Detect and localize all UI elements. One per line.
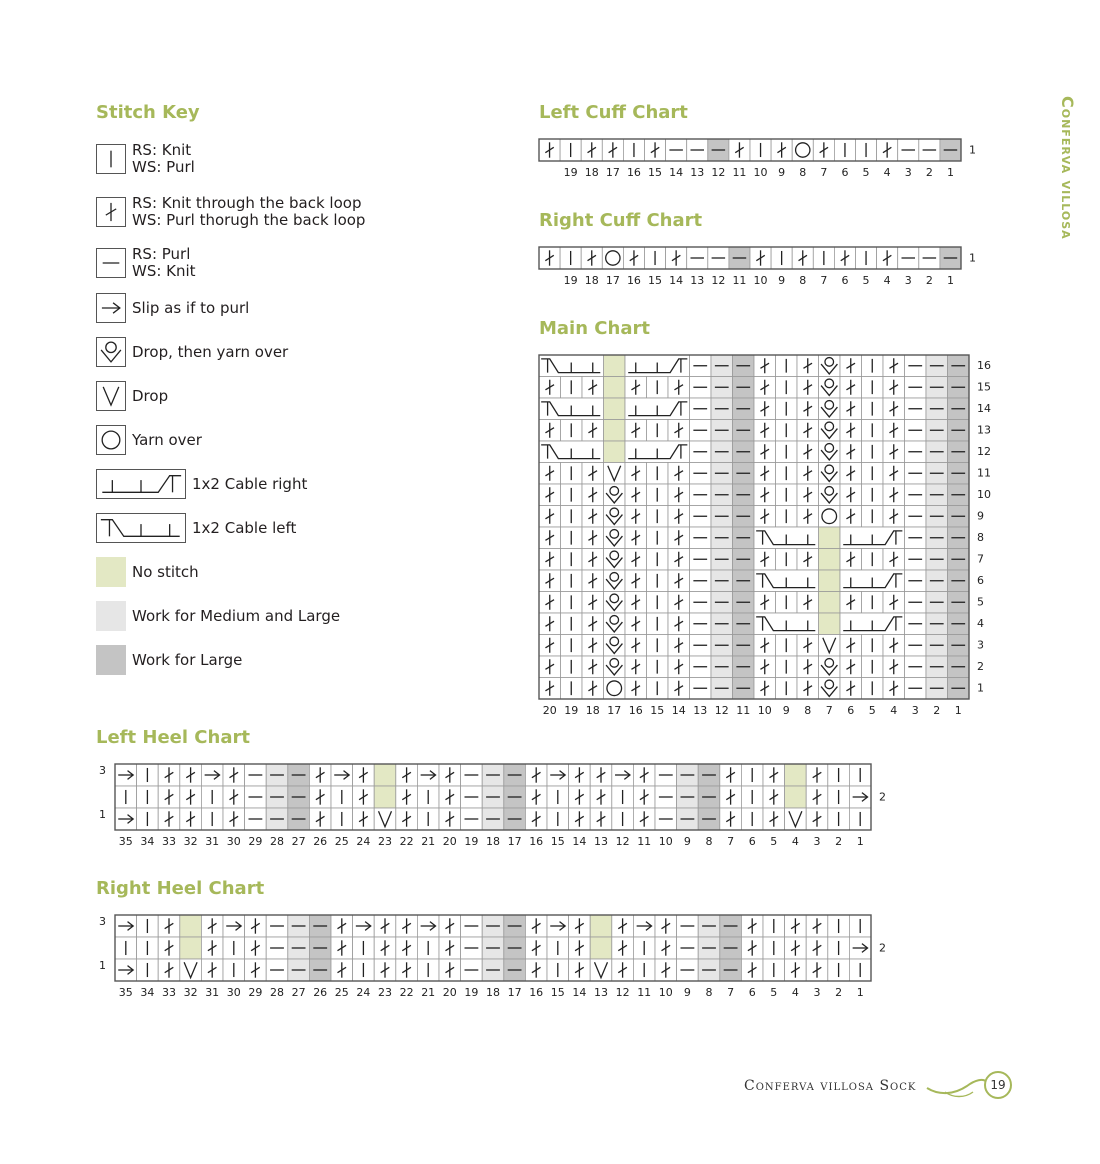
footer-title-text: Conferva villosa Sock xyxy=(744,1078,917,1094)
column-number: 15 xyxy=(648,166,663,179)
stitch-key-label xyxy=(132,608,340,625)
row-number: 1 xyxy=(99,807,106,821)
main-chart-title: Main Chart xyxy=(539,318,650,339)
chart-cell xyxy=(785,764,807,786)
column-number: 1 xyxy=(946,274,954,287)
column-number: 20 xyxy=(442,986,457,999)
column-number: 15 xyxy=(650,704,665,717)
stitch-key-label xyxy=(132,432,202,449)
column-number: 4 xyxy=(883,166,891,179)
chart-cell xyxy=(590,915,612,937)
row-number: 15 xyxy=(977,380,991,394)
row-number: 1 xyxy=(969,143,976,157)
side-title xyxy=(1058,96,1077,240)
chart-cell xyxy=(604,355,626,377)
medium-large-swatch xyxy=(96,601,126,631)
column-number: 26 xyxy=(313,986,328,999)
column-number: 1 xyxy=(946,166,954,179)
cable-right-symbol xyxy=(102,476,181,493)
stitch-key-label xyxy=(132,388,168,405)
row-number: 10 xyxy=(977,487,991,501)
column-number: 6 xyxy=(847,704,855,717)
column-number: 3 xyxy=(911,704,919,717)
chart-row xyxy=(539,398,991,420)
column-number: 31 xyxy=(205,986,220,999)
column-number: 32 xyxy=(183,986,198,999)
column-number: 5 xyxy=(770,835,778,848)
column-number: 23 xyxy=(378,986,392,999)
column-number: 12 xyxy=(615,986,630,999)
column-number: 3 xyxy=(813,986,821,999)
column-number: 27 xyxy=(291,986,306,999)
column-number: 17 xyxy=(507,835,522,848)
stitch-key-item-large xyxy=(96,645,242,675)
stitch-key-item-cable-left xyxy=(96,513,296,543)
column-number: 34 xyxy=(140,986,155,999)
chart-cell xyxy=(819,549,841,571)
chart-row xyxy=(115,786,886,808)
column-number: 21 xyxy=(421,986,436,999)
column-number: 13 xyxy=(594,986,608,999)
stitch-key-item-cable-right xyxy=(96,469,307,499)
row-number: 6 xyxy=(977,573,984,587)
column-number: 19 xyxy=(564,704,579,717)
chart-cell xyxy=(819,613,841,635)
row-number: 1 xyxy=(99,958,106,972)
column-number: 14 xyxy=(669,274,684,287)
column-number: 10 xyxy=(753,166,768,179)
footer-title xyxy=(744,1078,916,1094)
column-number: 2 xyxy=(933,704,941,717)
stitch-key-line: RS: Knit xyxy=(132,141,192,159)
column-number: 6 xyxy=(841,274,849,287)
stitch-key-label xyxy=(132,195,365,229)
column-number: 5 xyxy=(862,274,870,287)
stitch-key-line: RS: Purl xyxy=(132,245,191,263)
right-cuff-chart xyxy=(519,247,981,291)
yo-swatch xyxy=(96,425,126,455)
column-number: 7 xyxy=(727,835,735,848)
column-number: 21 xyxy=(421,835,436,848)
chart-cell xyxy=(604,441,626,463)
chart-row xyxy=(99,959,871,981)
chart-cell xyxy=(374,764,396,786)
stitch-key-item-knit xyxy=(96,142,195,176)
stitch-key-label xyxy=(132,142,195,176)
column-number: 7 xyxy=(727,986,735,999)
column-number: 17 xyxy=(605,166,620,179)
column-number: 20 xyxy=(442,835,457,848)
column-number: 19 xyxy=(464,986,479,999)
side-title-text: Conferva villosa xyxy=(1058,96,1077,240)
chart-row xyxy=(539,635,984,657)
chart-row xyxy=(539,247,976,269)
stitch-key-line: Drop xyxy=(132,386,169,405)
column-number: 12 xyxy=(714,704,729,717)
column-number: 19 xyxy=(563,166,578,179)
column-number: 1 xyxy=(856,986,864,999)
stitch-key-label xyxy=(192,476,307,493)
column-number: 3 xyxy=(813,835,821,848)
column-number: 14 xyxy=(572,835,587,848)
stitch-key-item-medium-large xyxy=(96,601,340,631)
column-number: 30 xyxy=(226,986,241,999)
column-number: 11 xyxy=(736,704,751,717)
column-number: 8 xyxy=(705,986,713,999)
column-number: 25 xyxy=(334,835,349,848)
chart-row xyxy=(539,506,984,528)
column-number: 19 xyxy=(464,835,479,848)
column-number: 16 xyxy=(628,704,643,717)
column-number: 29 xyxy=(248,835,263,848)
left-heel-title: Left Heel Chart xyxy=(96,727,250,748)
column-number: 4 xyxy=(791,835,799,848)
column-number: 9 xyxy=(782,704,790,717)
column-number: 15 xyxy=(550,835,565,848)
column-number: 18 xyxy=(486,835,500,848)
column-number: 11 xyxy=(637,986,652,999)
column-number: 8 xyxy=(804,704,812,717)
column-number: 17 xyxy=(605,274,620,287)
column-number: 31 xyxy=(205,835,220,848)
stitch-key-line: No stitch xyxy=(132,562,199,581)
column-number: 25 xyxy=(334,986,349,999)
column-number: 4 xyxy=(890,704,898,717)
column-number: 6 xyxy=(748,986,756,999)
column-number: 10 xyxy=(658,986,673,999)
row-number: 3 xyxy=(99,763,106,777)
stitch-key-line: Drop, then yarn over xyxy=(132,342,289,361)
cable-left-symbol xyxy=(101,520,180,537)
column-number: 10 xyxy=(757,704,772,717)
column-number: 8 xyxy=(705,835,713,848)
column-number: 18 xyxy=(486,986,500,999)
column-number: 9 xyxy=(778,166,786,179)
stitch-key-item-ktbl xyxy=(96,195,365,229)
stitch-key-item-dropyo xyxy=(96,337,288,367)
chart-row xyxy=(539,656,984,678)
chart-row xyxy=(99,808,871,830)
stitch-key-label xyxy=(132,564,199,581)
chart-cell xyxy=(374,786,396,808)
chart-row xyxy=(539,484,991,506)
column-number: 35 xyxy=(118,986,133,999)
chart-row xyxy=(539,355,991,377)
left-cuff-chart xyxy=(519,139,981,183)
page-number: 19 xyxy=(984,1071,1012,1099)
column-number: 26 xyxy=(313,835,328,848)
stitch-key-title: Stitch Key xyxy=(96,102,200,123)
chart-cell xyxy=(180,937,202,959)
left-cuff-title: Left Cuff Chart xyxy=(539,102,688,123)
stitch-key-line: Slip as if to purl xyxy=(132,298,250,317)
column-number: 16 xyxy=(529,835,544,848)
row-number: 4 xyxy=(977,616,984,630)
stitch-key-label xyxy=(132,246,196,280)
column-number: 14 xyxy=(669,166,684,179)
stitch-key-line: WS: Purl thorugh the back loop xyxy=(132,211,366,229)
column-number: 6 xyxy=(748,835,756,848)
column-number: 16 xyxy=(626,274,641,287)
main-chart xyxy=(519,355,989,721)
stitch-key-line: Work for Medium and Large xyxy=(132,606,341,625)
column-number: 33 xyxy=(162,986,176,999)
column-number: 17 xyxy=(507,986,522,999)
drop-swatch xyxy=(96,381,126,411)
column-number: 35 xyxy=(118,835,133,848)
left-heel-chart xyxy=(95,764,891,852)
column-number: 12 xyxy=(615,835,630,848)
drop-yo-symbol xyxy=(106,342,116,352)
row-number: 2 xyxy=(977,659,984,673)
yarn-over-symbol xyxy=(102,431,120,449)
cable-left-swatch xyxy=(96,513,186,543)
column-number: 8 xyxy=(799,274,807,287)
slip-swatch xyxy=(96,293,126,323)
column-number: 7 xyxy=(820,166,828,179)
stitch-key-item-drop xyxy=(96,381,168,411)
row-number: 12 xyxy=(977,444,991,458)
swirl-ornament xyxy=(925,1068,985,1104)
column-number: 3 xyxy=(904,274,912,287)
chart-cell xyxy=(819,527,841,549)
column-number: 14 xyxy=(572,986,587,999)
row-number: 3 xyxy=(977,638,984,652)
chart-row xyxy=(539,377,991,399)
column-number: 24 xyxy=(356,835,371,848)
stitch-key-label xyxy=(132,652,242,669)
column-number: 22 xyxy=(399,986,414,999)
chart-cell xyxy=(819,592,841,614)
column-number: 5 xyxy=(868,704,876,717)
row-number: 13 xyxy=(977,423,991,437)
column-number: 10 xyxy=(753,274,768,287)
column-number: 6 xyxy=(841,166,849,179)
column-number: 12 xyxy=(711,166,726,179)
chart-row xyxy=(539,139,976,161)
column-number: 4 xyxy=(791,986,799,999)
row-number: 11 xyxy=(977,466,991,480)
chart-row xyxy=(539,549,984,571)
chart-cell xyxy=(604,398,626,420)
row-number: 5 xyxy=(977,595,984,609)
chart-cell xyxy=(180,915,202,937)
stitch-key-label xyxy=(132,300,249,317)
chart-cell xyxy=(785,786,807,808)
chart-row xyxy=(539,678,984,700)
no-stitch-swatch xyxy=(96,557,126,587)
column-number: 13 xyxy=(690,274,705,287)
chart-cell xyxy=(604,377,626,399)
cable-right-swatch xyxy=(96,469,186,499)
chart-row xyxy=(115,937,886,959)
row-number: 9 xyxy=(977,509,984,523)
stitch-key-line: WS: Purl xyxy=(132,158,195,176)
row-number: 2 xyxy=(879,790,886,804)
column-number: 7 xyxy=(825,704,833,717)
chart-row xyxy=(539,527,984,549)
column-number: 22 xyxy=(399,835,414,848)
chart-row xyxy=(539,463,991,485)
column-number: 18 xyxy=(585,704,600,717)
column-number: 15 xyxy=(550,986,565,999)
column-number: 2 xyxy=(835,986,843,999)
column-number: 28 xyxy=(270,986,284,999)
chart-row xyxy=(539,420,991,442)
row-number: 14 xyxy=(977,401,991,415)
column-number: 20 xyxy=(542,704,557,717)
column-number: 12 xyxy=(711,274,726,287)
stitch-key-line: WS: Knit xyxy=(132,262,196,280)
row-number: 1 xyxy=(969,251,976,265)
chart-row xyxy=(539,613,984,635)
column-number: 19 xyxy=(563,274,578,287)
chart-row xyxy=(99,915,871,937)
column-number: 1 xyxy=(954,704,962,717)
column-number: 18 xyxy=(584,166,599,179)
column-number: 11 xyxy=(732,166,747,179)
stitch-key-line: RS: Knit through the back loop xyxy=(132,194,362,212)
row-number: 3 xyxy=(99,914,106,928)
column-number: 2 xyxy=(925,166,933,179)
column-number: 8 xyxy=(799,166,807,179)
column-number: 7 xyxy=(820,274,828,287)
chart-row xyxy=(539,441,991,463)
column-number: 1 xyxy=(856,835,864,848)
column-number: 2 xyxy=(925,274,933,287)
column-number: 16 xyxy=(626,166,641,179)
column-number: 5 xyxy=(862,166,870,179)
column-number: 24 xyxy=(356,986,371,999)
column-number: 28 xyxy=(270,835,284,848)
column-number: 13 xyxy=(693,704,708,717)
column-number: 9 xyxy=(778,274,786,287)
stitch-key-item-slip xyxy=(96,293,249,323)
column-number: 2 xyxy=(835,835,843,848)
stitch-key-item-no-stitch xyxy=(96,557,199,587)
row-number: 1 xyxy=(977,681,984,695)
dropyo-swatch xyxy=(96,337,126,367)
purl-swatch xyxy=(96,248,126,278)
chart-row xyxy=(99,764,871,786)
column-number: 10 xyxy=(658,835,673,848)
column-number: 16 xyxy=(529,986,544,999)
column-number: 23 xyxy=(378,835,392,848)
stitch-key-line: Work for Large xyxy=(132,650,243,669)
column-number: 3 xyxy=(904,166,912,179)
column-number: 18 xyxy=(584,274,599,287)
chart-row xyxy=(539,592,984,614)
knit-swatch xyxy=(96,144,126,174)
stitch-key-line: 1x2 Cable left xyxy=(192,518,297,537)
stitch-key-item-yo xyxy=(96,425,202,455)
chart-cell xyxy=(604,420,626,442)
column-number: 5 xyxy=(770,986,778,999)
column-number: 32 xyxy=(183,835,198,848)
column-number: 34 xyxy=(140,835,155,848)
column-number: 15 xyxy=(648,274,663,287)
column-number: 30 xyxy=(226,835,241,848)
row-number: 8 xyxy=(977,530,984,544)
stitch-key-label xyxy=(132,344,288,361)
chart-cell xyxy=(819,570,841,592)
column-number: 17 xyxy=(607,704,622,717)
column-number: 9 xyxy=(683,986,691,999)
stitch-key-item-purl xyxy=(96,246,196,280)
column-number: 13 xyxy=(690,166,705,179)
column-number: 27 xyxy=(291,835,306,848)
stitch-key-line: Yarn over xyxy=(132,430,202,449)
row-number: 2 xyxy=(879,941,886,955)
column-number: 9 xyxy=(683,835,691,848)
column-number: 11 xyxy=(732,274,747,287)
column-number: 33 xyxy=(162,835,176,848)
chart-row xyxy=(539,570,984,592)
drop-symbol xyxy=(103,387,119,405)
stitch-key-line: 1x2 Cable right xyxy=(192,474,308,493)
stitch-key-label xyxy=(192,520,296,537)
column-number: 29 xyxy=(248,986,263,999)
right-cuff-title: Right Cuff Chart xyxy=(539,210,703,231)
ktbl-swatch xyxy=(96,197,126,227)
column-number: 13 xyxy=(594,835,608,848)
right-heel-title: Right Heel Chart xyxy=(96,878,265,899)
right-heel-chart xyxy=(95,915,891,1003)
row-number: 7 xyxy=(977,552,984,566)
chart-cell xyxy=(590,937,612,959)
large-swatch xyxy=(96,645,126,675)
column-number: 14 xyxy=(671,704,686,717)
column-number: 4 xyxy=(883,274,891,287)
row-number: 16 xyxy=(977,358,991,372)
column-number: 11 xyxy=(637,835,652,848)
